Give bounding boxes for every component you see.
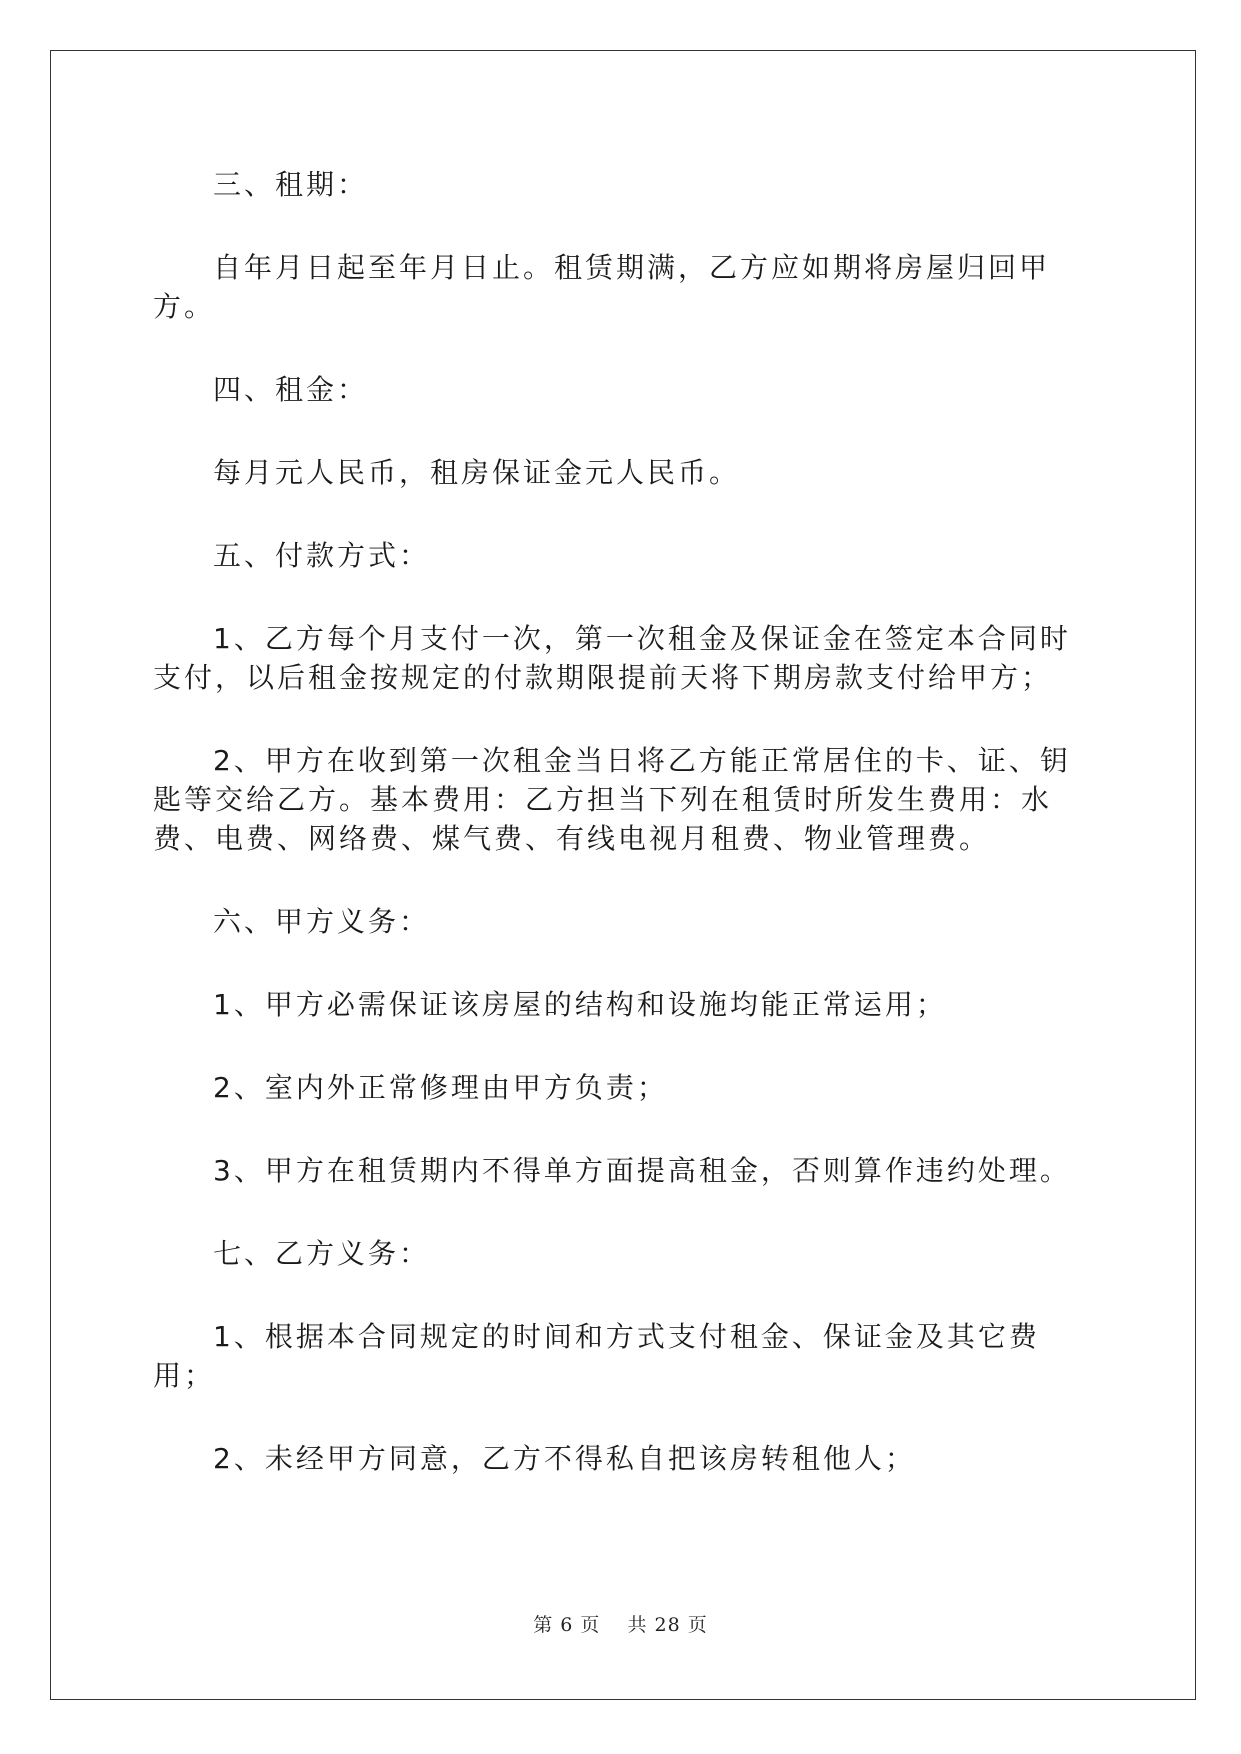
paragraph: 每月元人民币，租房保证金元人民币。 [213, 456, 741, 489]
page-footer [0, 1610, 1241, 1637]
paragraph: 1、乙方每个月支付一次，第一次租金及保证金在签定本合同时支付，以后租金按规定的付款期限提前天将下期房款支付给甲方； [153, 622, 1071, 694]
paragraph: 三、租期： [213, 168, 369, 201]
paragraph: 2、室内外正常修理由甲方负责； [213, 1071, 668, 1104]
paragraph: 2、甲方在收到第一次租金当日将乙方能正常居住的卡、证、钥匙等交给乙方。基本费用：乙方担当下列在租赁时所发生费用：水费、电费、网络费、煤气费、有线电视月租费、物业管理费。 [153, 744, 1071, 855]
paragraph: 五、付款方式： [213, 539, 431, 572]
document-body [153, 165, 1098, 1522]
paragraph: 2、未经甲方同意，乙方不得私自把该房转租他人； [213, 1442, 916, 1475]
paragraph: 1、甲方必需保证该房屋的结构和设施均能正常运用； [213, 988, 947, 1021]
paragraph: 1、根据本合同规定的时间和方式支付租金、保证金及其它费用； [153, 1320, 1040, 1392]
page-number-label: 第 6 页 共 28 页 [533, 1614, 708, 1636]
paragraph: 六、甲方义务： [213, 905, 431, 938]
paragraph: 自年月日起至年月日止。租赁期满，乙方应如期将房屋归回甲方。 [153, 251, 1051, 323]
paragraph: 七、乙方义务： [213, 1237, 431, 1270]
paragraph: 四、租金： [213, 373, 369, 406]
paragraph: 3、甲方在租赁期内不得单方面提高租金，否则算作违约处理。 [213, 1154, 1071, 1187]
